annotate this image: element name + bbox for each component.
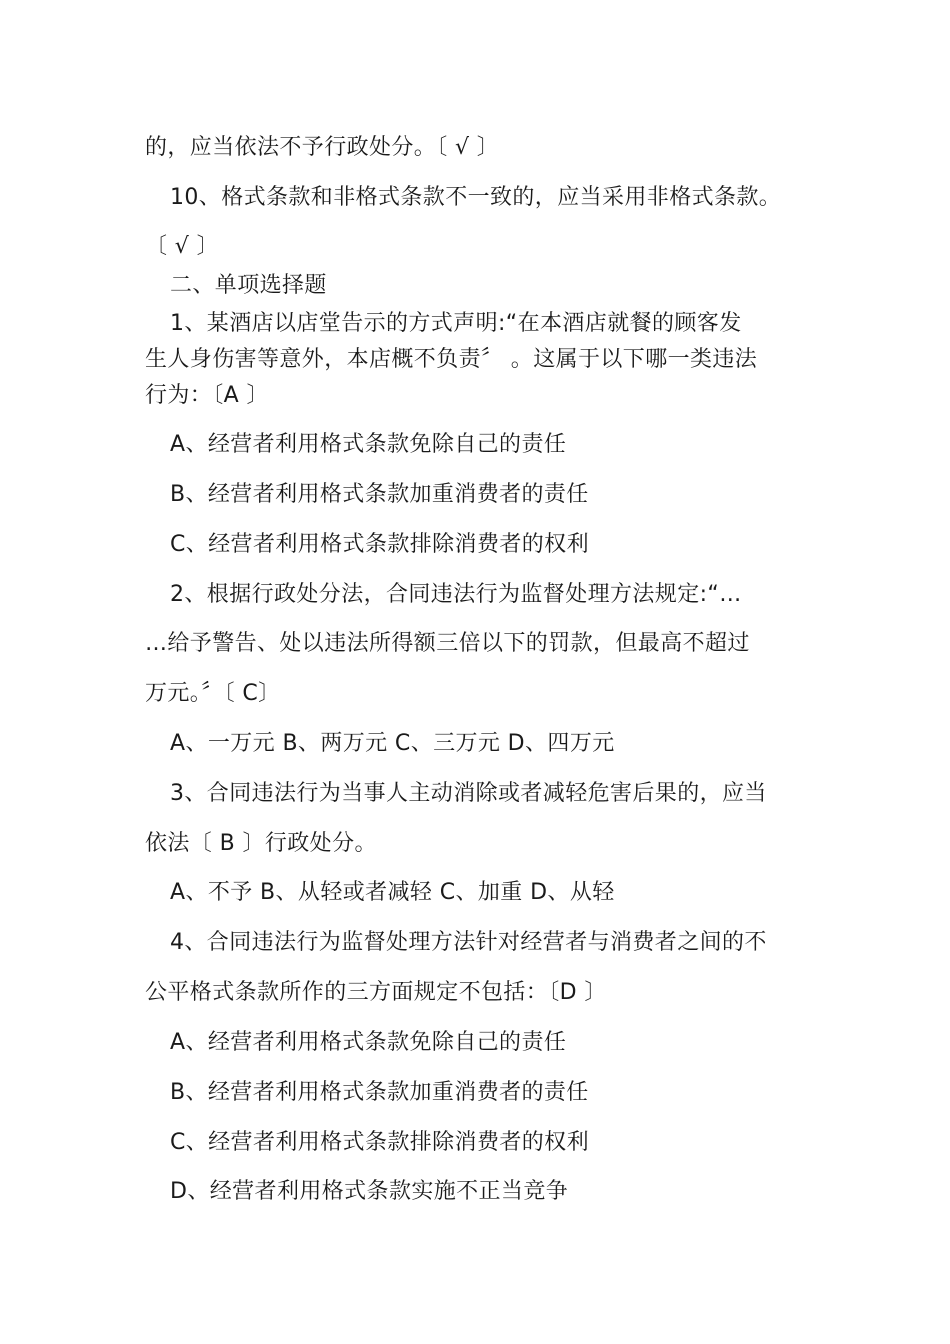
- question-1-option-b: B、经营者利用格式条款加重消费者的责任: [170, 482, 589, 507]
- question-4-option-d: D、经营者利用格式条款实施不正当竞争: [170, 1179, 569, 1204]
- question-3-line-2: 依法〔 B 〕行政处分。: [145, 831, 377, 856]
- question-2-line-1: 2、根据行政处分法，合同违法行为监督处理方法规定:“…: [170, 582, 742, 607]
- question-2-line-3: 万元。〞〔 C〕: [145, 681, 281, 706]
- question-3-options: A、不予 B、从轻或者减轻 C、加重 D、从轻: [170, 880, 615, 905]
- question-4-option-c: C、经营者利用格式条款排除消费者的权利: [170, 1130, 589, 1155]
- true-false-question-10: 10、格式条款和非格式条款不一致的，应当采用非格式条款。: [170, 185, 782, 210]
- question-1-option-a: A、经营者利用格式条款免除自己的责任: [170, 432, 567, 457]
- question-4-option-b: B、经营者利用格式条款加重消费者的责任: [170, 1080, 589, 1105]
- section-heading-single-choice: 二、单项选择题: [170, 273, 327, 298]
- question-2-options: A、一万元 B、两万元 C、三万元 D、四万元: [170, 731, 615, 756]
- question-4-option-a: A、经营者利用格式条款免除自己的责任: [170, 1030, 567, 1055]
- question-4-line-2: 公平格式条款所作的三方面规定不包括：〔D 〕: [145, 980, 607, 1005]
- question-1-option-c: C、经营者利用格式条款排除消费者的权利: [170, 532, 589, 557]
- question-1-line-1: 1、某酒店以店堂告示的方式声明:“在本酒店就餐的顾客发: [170, 311, 742, 336]
- question-1-line-3: 行为：〔A 〕: [145, 383, 269, 408]
- answer-mark-10: 〔 √ 〕: [145, 234, 220, 259]
- question-4-line-1: 4、合同违法行为监督处理方法针对经营者与消费者之间的不: [170, 930, 767, 955]
- question-2-line-2: …给予警告、处以违法所得额三倍以下的罚款，但最高不超过: [145, 631, 750, 656]
- text-line-continuation-answer: 的，应当依法不予行政处分。〔 √ 〕: [145, 135, 500, 160]
- question-1-line-2: 生人身伤害等意外，本店概不负责〞 。这属于以下哪一类违法: [145, 347, 758, 372]
- question-3-line-1: 3、合同违法行为当事人主动消除或者减轻危害后果的，应当: [170, 781, 767, 806]
